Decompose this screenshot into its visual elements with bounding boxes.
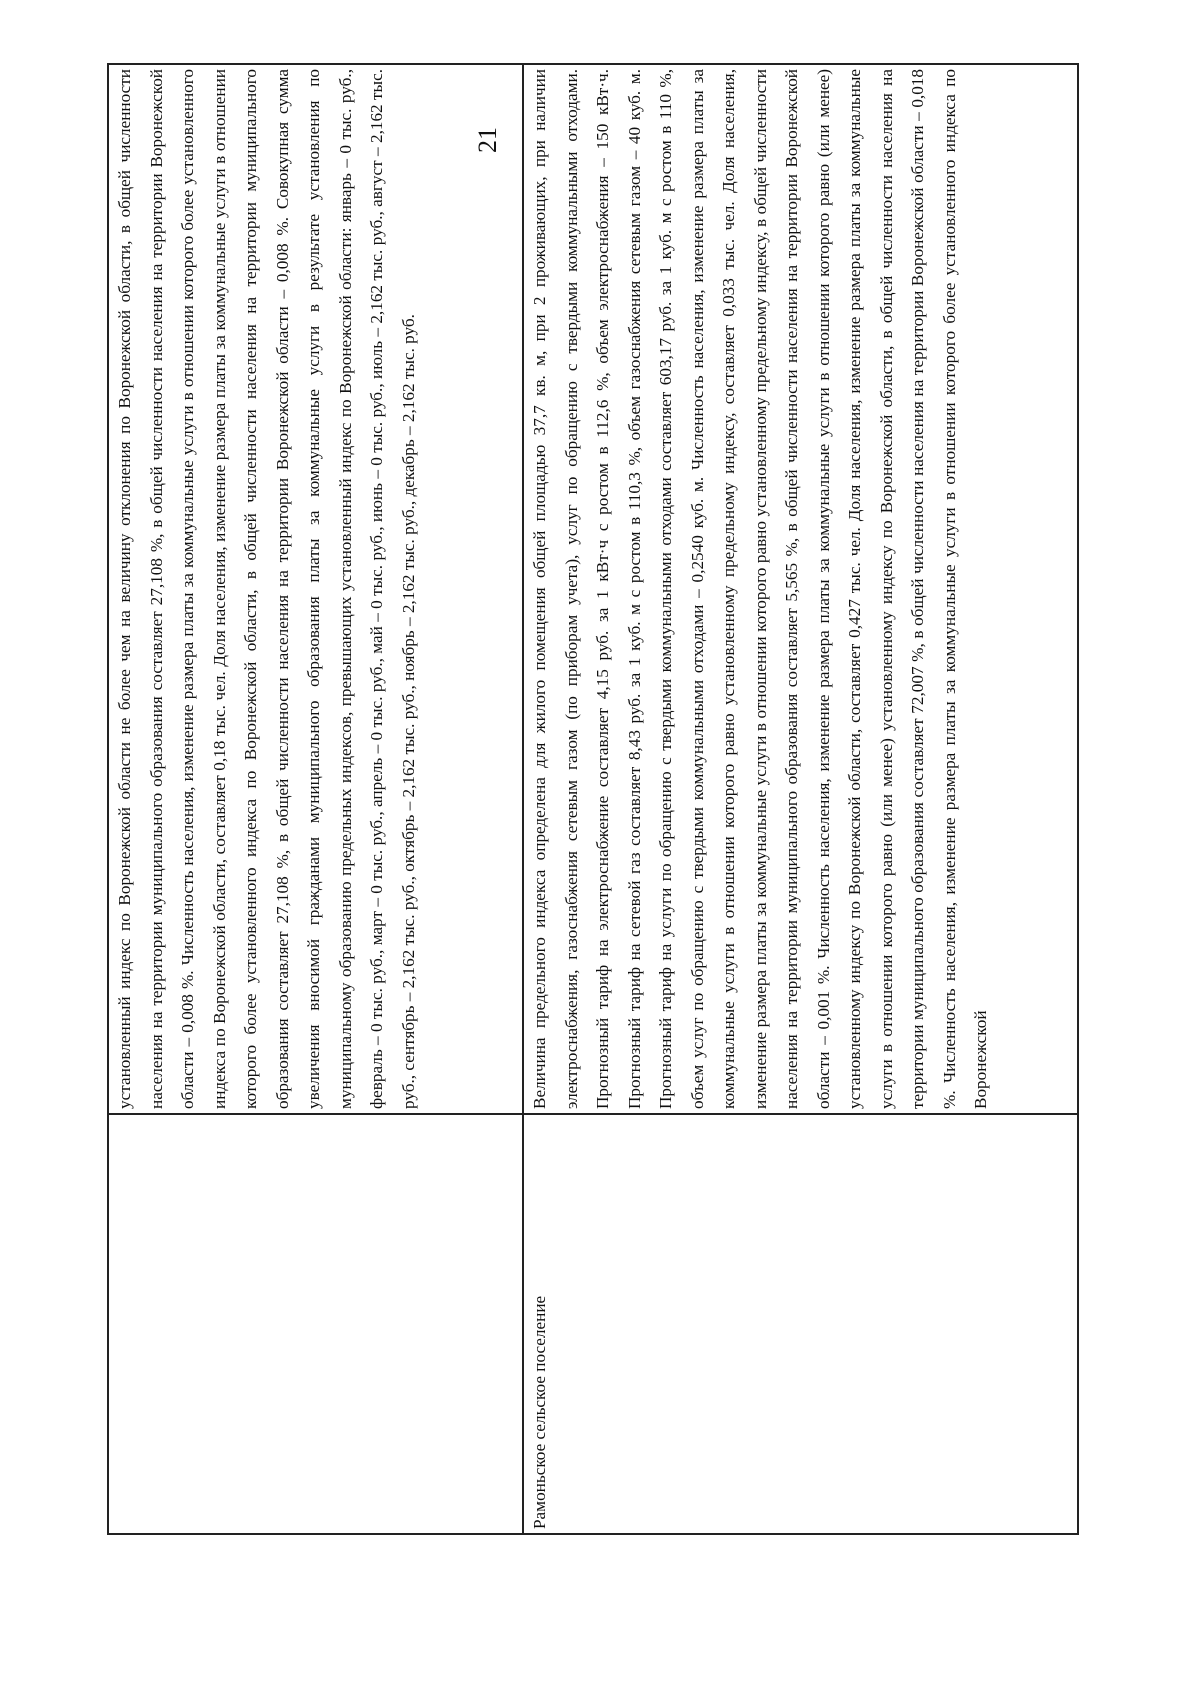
page-number: 21 xyxy=(473,127,502,153)
municipality-name-cell: Рамоньское сельское поселение xyxy=(523,1114,1078,1534)
description-cell: Величина предельного индекса определена для жилого помещения общей площадью 37,7 кв. м, при 2 проживающих, при наличии электроснабжения, газоснабжения сетевым газом (по приборам учета), услуг по обращению с твердыми коммунальными отходами. Прогнозный тариф на электроснабжение составляет 4,15 руб. за 1 кВт·ч с ростом в 112,6 %, объем электроснабжения – 150 кВт·ч. Прогнозный тариф на сетевой газ составляет 8,43 руб. за 1 куб. м с ростом в 110,3 %, объем газоснабжения сетевым газом – 40 куб. м. Прогнозный тариф на услуги по обращению с твердыми коммунальными отходами составляет 603,17 руб. за 1 куб. м с ростом в 110 %, объем услуг по обращению с твердыми коммунальными отходами – 0,2540 куб. м. Численность населения, изменение размера платы за коммунальные услуги в отношении которого равно установленному предельному индексу, составляет 0,033 тыс. чел. Доля населения, изменение размера платы за коммунальные услуги в отношении которого равно установленному предельному индексу, в общей численности населения на территории муниципального образования составляет 5,565 %, в общей численности населения на территории Воронежской области – 0,001 %. Численность населения, изменение размера платы за коммунальные услуги в отношении которого равно (или менее) установленному индексу по Воронежской области, составляет 0,427 тыс. чел. Доля населения, изменение размера платы за коммунальные услуги в отношении которого равно (или менее) установленному индексу по Воронежской области, в общей численности населения на территории муниципального образования составляет 72,007 %, в общей численности населения на территории Воронежской области – 0,018 %. Численность населения, изменение размера платы за коммунальные услуги в отношении которого более установленного индекса по Воронежской xyxy=(523,64,1078,1114)
document-table xyxy=(107,63,1079,1535)
table-row xyxy=(523,64,1078,1534)
description-cell: установленный индекс по Воронежской области не более чем на величину отклонения по Воронежской области, в общей численности населения на территории муниципального образования составляет 27,108 %, в общей численности населения на территории Воронежской области – 0,008 %. Численность населения, изменение размера платы за коммунальные услуги в отношении которого более установленного индекса по Воронежской области, составляет 0,18 тыс. чел. Доля населения, изменение размера платы за коммунальные услуги в отношении которого более установленного индекса по Воронежской области, в общей численности населения на территории муниципального образования составляет 27,108 %, в общей численности населения на территории Воронежской области – 0,008 %. Совокупная сумма увеличения вносимой гражданами муниципального образования платы за коммунальные услуги в результате установления по муниципальному образованию предельных индексов, превышающих установленный индекс по Воронежской области: январь – 0 тыс. руб., февраль – 0 тыс. руб., март – 0 тыс. руб., апрель – 0 тыс. руб., май – 0 тыс. руб., июнь – 0 тыс. руб., июль – 2,162 тыс. руб., август – 2,162 тыс. руб., сентябрь – 2,162 тыс. руб., октябрь – 2,162 тыс. руб., ноябрь – 2,162 тыс. руб., декабрь – 2,162 тыс. руб. xyxy=(108,64,523,1114)
municipality-name-cell xyxy=(108,1114,523,1534)
table-row xyxy=(108,64,523,1534)
rotated-table-container xyxy=(107,69,1077,1535)
